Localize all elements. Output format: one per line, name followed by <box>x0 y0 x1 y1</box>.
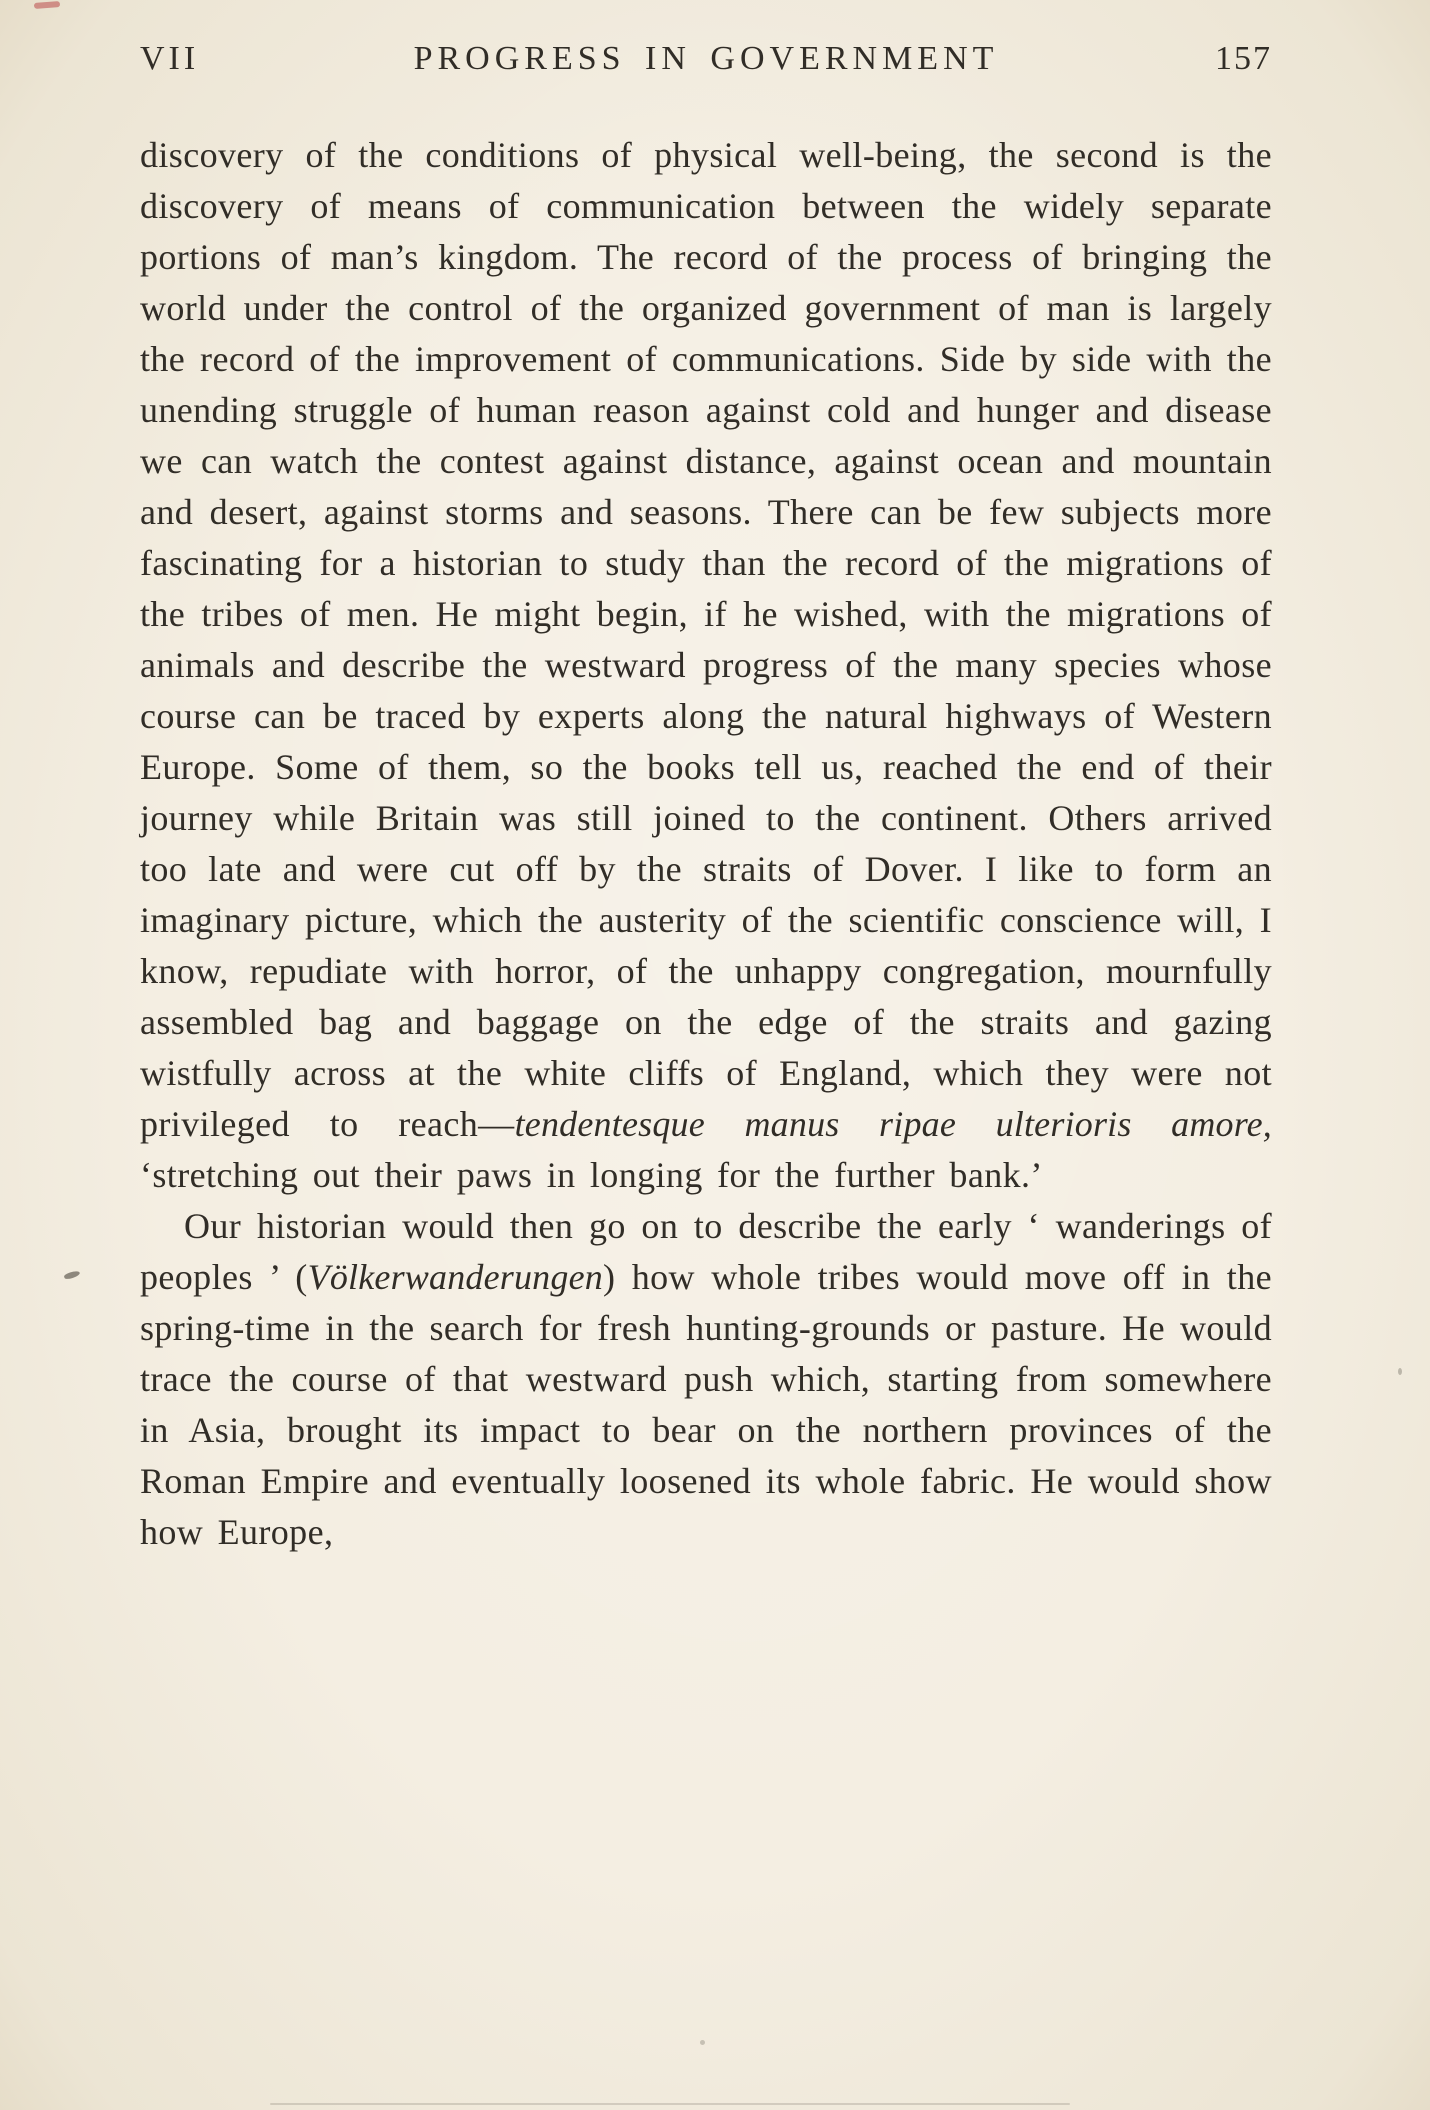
scan-artifact-top-left <box>34 1 60 9</box>
latin-quotation: tendentesque manus ripae ulterioris amore, <box>514 1104 1272 1144</box>
paragraph-1 <box>140 130 1272 1201</box>
paragraph-2 <box>140 1201 1272 1558</box>
text-run: ‘stretching out their paws in longing for the further bank.’ <box>140 1155 1043 1195</box>
body-text <box>140 130 1272 1558</box>
running-title: PROGRESS IN GOVERNMENT <box>413 40 999 77</box>
scan-artifact-bottom-edge <box>270 2103 1070 2105</box>
text-run: discovery of the conditions of physical well-being, the second is the discovery of means of communication between the widely separate portions of man’s kingdom. The record of the process of bringing the world under the control of the organized government of man is largely the record of the improvement of communications. Side by side with the unending struggle of human reason against cold and hunger and disease we can watch the contest against distance, against ocean and mountain and desert, against storms and seasons. There can be few subjects more fascinating for a historian to study than the record of the migrations of the tribes of men. He might begin, if he wished, with the migrations of animals and describe the westward progress of the many species whose course can be traced by experts along the natural highways of Western Europe. Some of them, so the books tell us, reached the end of their journey while Britain was still joined to the continent. Others arrived too late and were cut off by the straits of Dover. I like to form an imaginary picture, which the austerity of the scientific conscience will, I know, repudiate with horror, of the unhappy congregation, mournfully assembled bag and baggage on the edge of the straits and gazing wistfully across at the white cliffs of England, which they were not privileged to reach— <box>140 135 1272 1144</box>
text-run: Our historian would then go on to describe the early ‘ wanderings of peoples ’ ( <box>140 1206 1272 1297</box>
scan-artifact-right-dot <box>1398 1368 1402 1375</box>
scan-artifact-speck <box>700 2040 705 2045</box>
page-number: 157 <box>1215 40 1272 77</box>
chapter-number: VII <box>140 40 200 77</box>
scan-artifact-margin-mark <box>63 1270 80 1281</box>
page-header <box>140 40 1272 78</box>
german-term: Völkerwanderungen <box>307 1257 603 1297</box>
text-run: ) how whole tribes would move off in the spring-time in the search for fresh hunting-grounds or pasture. He would trace the course of that westward push which, starting from somewhere in Asia, brought its impact to bear on the northern provinces of the Roman Empire and eventually loosened its whole fabric. He would show how Europe, <box>140 1257 1272 1552</box>
